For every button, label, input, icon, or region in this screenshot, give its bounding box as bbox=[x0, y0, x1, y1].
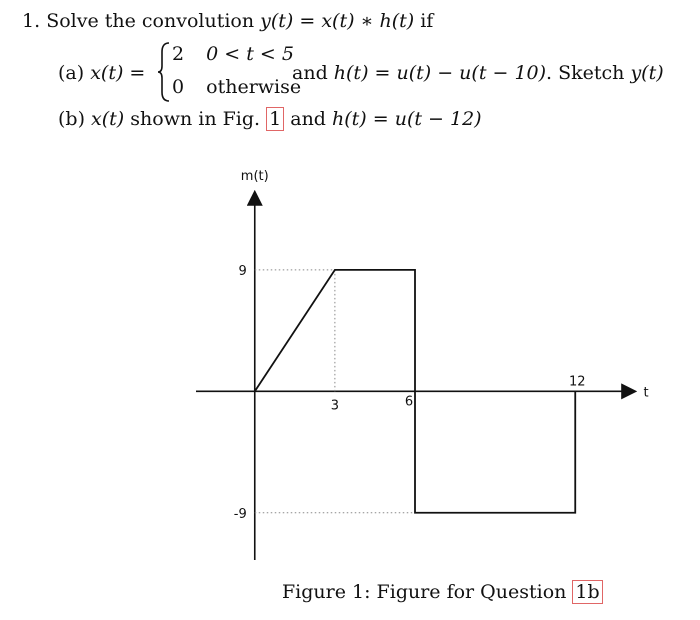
part-a-lhs bbox=[58, 62, 145, 84]
part-b-label: (b) bbox=[58, 108, 85, 130]
part-b-line bbox=[58, 108, 482, 130]
case-1-condition: 0 < t < 5 bbox=[206, 43, 294, 65]
case-1-value: 2 bbox=[172, 43, 185, 65]
part-b-h-def: h(t) = u(t − 12) bbox=[332, 108, 482, 130]
x-tick-label: 3 bbox=[330, 398, 340, 414]
problem-number: 1. bbox=[22, 10, 41, 32]
problem-stem-suffix: if bbox=[414, 10, 434, 32]
x-tick-label: 12 bbox=[568, 374, 586, 390]
part-a-and: and bbox=[292, 62, 334, 84]
problem-stem-math: y(t) = x(t) ∗ h(t) bbox=[260, 10, 415, 32]
figure-caption-text: Figure 1: Figure for Question bbox=[282, 581, 573, 603]
part-b-text: shown in Fig. bbox=[124, 108, 267, 130]
case-2-value: 0 bbox=[172, 76, 185, 98]
piecewise-case-1 bbox=[172, 43, 294, 65]
part-a-y: y(t) bbox=[630, 62, 664, 84]
part-a-tail bbox=[292, 62, 664, 84]
piecewise-case-2 bbox=[172, 76, 301, 98]
part-a-sketch: . Sketch bbox=[546, 62, 631, 84]
y-axis-label: m(t) bbox=[240, 169, 269, 184]
problem-stem-text: Solve the convolution bbox=[46, 10, 261, 32]
x-tick-label: 6 bbox=[404, 394, 414, 410]
part-a-h-def: h(t) = u(t) − u(t − 10) bbox=[333, 62, 547, 84]
part-b-x: x(t) bbox=[91, 108, 125, 130]
piecewise-brace bbox=[157, 42, 171, 102]
figure-reference-link[interactable]: 1 bbox=[266, 107, 284, 131]
y-tick-label: 9 bbox=[238, 263, 247, 279]
y-tick-label: -9 bbox=[233, 506, 247, 522]
part-b-and: and bbox=[284, 108, 333, 130]
x-axis-label: t bbox=[643, 385, 649, 401]
case-2-condition: otherwise bbox=[206, 76, 302, 98]
part-a-label: (a) bbox=[58, 62, 85, 84]
part-a-x-def: x(t) = bbox=[90, 62, 146, 84]
question-reference-link[interactable]: 1b bbox=[572, 580, 602, 604]
figure-caption bbox=[282, 581, 603, 603]
problem-line bbox=[22, 10, 433, 32]
signal-line bbox=[255, 270, 575, 513]
